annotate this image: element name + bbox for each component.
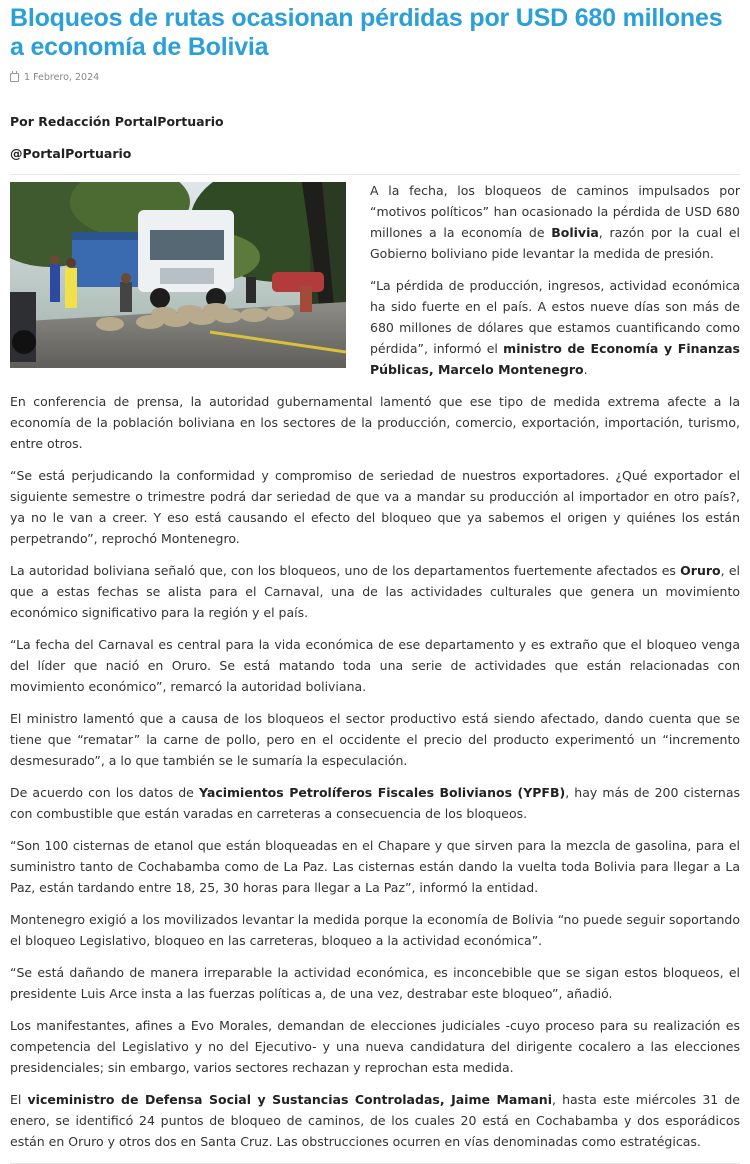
paragraph-9: “Son 100 cisternas de etanol que están bloqueadas en el Chapare y que sirven para la mezcla de gasolina, para el suministro tanto de Cochabamba como de La Paz. Las cisternas están dando la vuelta toda Bolivia para llegar a La Paz, están tardando entre 18, 25, 30 horas para llegar a La Paz”, informó la entidad. [10,838,740,895]
paragraph-13: El viceministro de Defensa Social y Sustancias Controladas, Jaime Mamani, hasta este miércoles 31 de enero, se identificó 24 puntos de bloqueo de caminos, de los cuales 20 está en Cochabamba y dos esporádicos están en Oruro y otros dos en Santa Cruz. Las obstrucciones ocurren en vías denominadas como estratégicas. [10,1092,740,1149]
paragraph-10: Montenegro exigió a los movilizados levantar la medida porque la economía de Bolivia “no puede seguir soportando el bloqueo Legislativo, bloqueo en las carreteras, bloqueo a la actividad económica”. [10,912,740,948]
calendar-icon [10,73,19,82]
paragraph-7: El ministro lamentó que a causa de los bloqueos el sector productivo está siendo afectado, dando cuenta que se tiene que “rematar” la carne de pollo, pero en el occidente el precio del producto experimentó un “incremento desmesurado”, a lo que también se le sumaría la especulación. [10,711,740,768]
article-photo [10,182,346,368]
article-body [10,180,740,1152]
paragraph-8: De acuerdo con los datos de Yacimientos Petrolíferos Fiscales Bolivianos (YPFB), hay más de 200 cisternas con combustible que están varadas en carreteras a consecuencia de los bloqueos. [10,785,740,821]
article-date [10,71,740,83]
paragraph-2: “La pérdida de producción, ingresos, actividad económica ha sido fuerte en el país. A estos nueve días son más de 680 millones de dólares que estamos cuantificando como pérdida”, informó el ministro de Economía y Finanzas Públicas, Marcelo Montenegro. [370,278,740,377]
paragraph-1: A la fecha, los bloqueos de caminos impulsados por “motivos políticos” han ocasionado la pérdida de USD 680 millones a la economía de Bolivia, razón por la cual el Gobierno boliviano pide levantar la medida de presión. [370,183,740,261]
paragraph-4: “Se está perjudicando la conformidad y compromiso de seriedad de nuestros exportadores. ¿Qué exportador el siguiente semestre o trimestre podrá dar seriedad de que va a mandar su producción al importador en otro país?, ya no le van a creer. Y eso está causando el efecto del bloqueo que ya sabemos el origen y quiénes los están perpetrando”, reprochó Montenegro. [10,468,740,546]
paragraph-6: “La fecha del Carnaval es central para la vida económica de ese departamento y es extraño que el bloqueo venga del líder que nació en Oruro. Se está matando toda una serie de actividades que están relacionadas con movimiento económico”, remarcó la autoridad boliviana. [10,637,740,694]
paragraph-3: En conferencia de prensa, la autoridad gubernamental lamentó que ese tipo de medida extrema afecte a la economía de la población boliviana en los sectores de la producción, comercio, exportación, importación, turismo, entre otros. [10,394,740,451]
article-title: Bloqueos de rutas ocasionan pérdidas por USD 680 millones a economía de Bolivia [10,4,723,61]
byline: Por Redacción PortalPortuario [10,114,224,129]
divider [10,174,740,175]
paragraph-11: “Se está dañando de manera irreparable la actividad económica, es inconcebible que se sigan estos bloqueos, el presidente Luis Arce insta a las fuerzas políticas a, de una vez, destrabar este bloqueo”, añadió. [10,965,740,1001]
twitter-handle[interactable]: @PortalPortuario [10,146,132,161]
date-text: 1 Febrero, 2024 [24,71,100,83]
paragraph-12: Los manifestantes, afines a Evo Morales, demandan de elecciones judiciales -cuyo proceso para su realización es competencia del Legislativo y no del Ejecutivo- y una nueva candidatura del dirigente cocalero a las elecciones presidenciales; sin embargo, varios sectores rechazan y reprochan esta medida. [10,1018,740,1075]
article-page [10,0,740,1164]
paragraph-5: La autoridad boliviana señaló que, con los bloqueos, uno de los departamentos fuertemente afectados es Oruro, el que a estas fechas se alista para el Carnaval, una de las actividades culturales que genera un movimiento económico significativo para la región y el país. [10,563,740,620]
